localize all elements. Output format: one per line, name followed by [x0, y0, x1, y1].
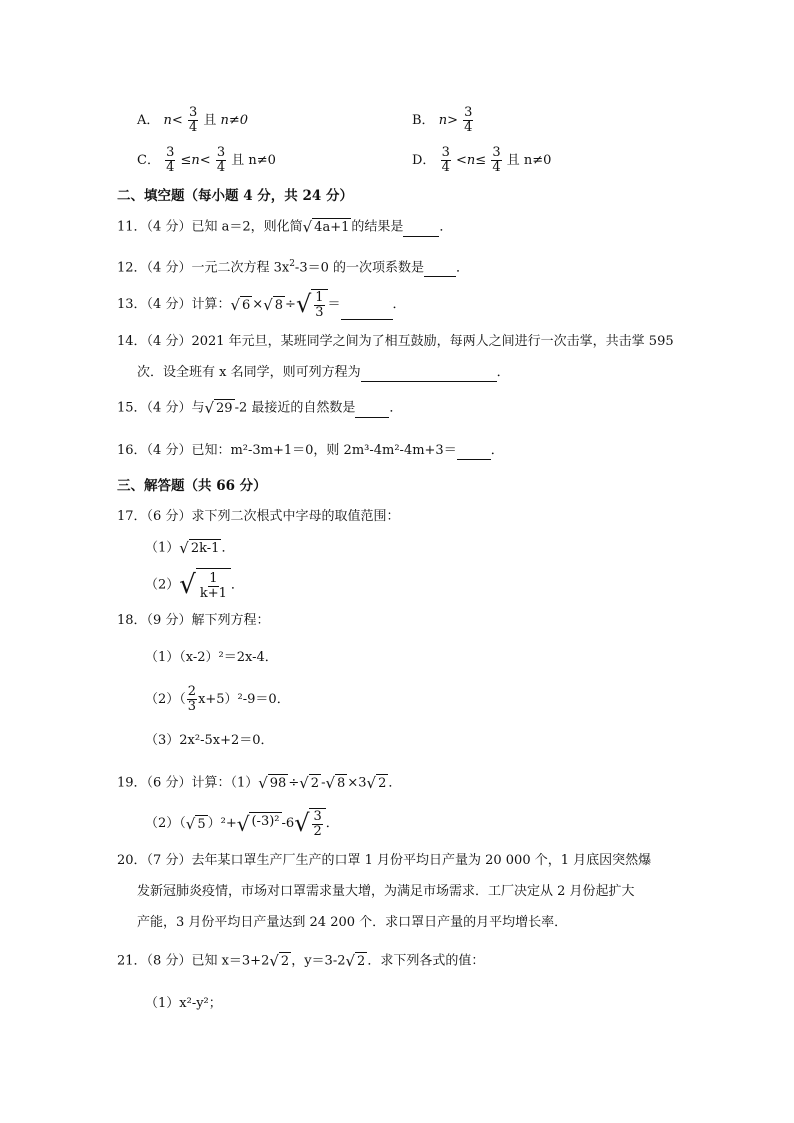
question-12: 12．（4 分）一元二次方程 $3x^2-3=0$ 的一次项系数是 ．: [117, 259, 470, 276]
question-19-part2: （2）（ √ 5 ）²+ √ (-3)² -6 √ $\frac{3}{2}$ ．: [145, 809, 339, 839]
fraction: $\frac{3}{4}$: [166, 145, 175, 175]
question-17-part2: （2） √ $\frac{1}{k+1}$ ．: [145, 570, 244, 601]
option-c: C． $\frac{3}{4}$ ≤n< $\frac{3}{4}$ 且 n≠0: [137, 145, 276, 175]
question-14-line1: 14．（4 分）2021 年元旦，某班同学之间为了相互鼓励，每两人之间进行一次击掌，共击掌 595: [117, 334, 674, 349]
question-20-line1: 20．（7 分）去年某口罩生产厂生产的口罩 1 月份平均日产量为 20 000 个，1 月底因突然爆: [117, 853, 652, 868]
question-19-part1: 19．（6 分）计算：（1） √ 98 ÷ √ 2 - √ 8 ×3 √ 2 ．: [117, 774, 402, 792]
section-title-fill-in: 二、填空题（每小题 4 分，共 24 分）: [117, 188, 353, 204]
option-b: B． n> $\frac{3}{4}$: [412, 105, 473, 135]
question-20-line3: 产能，3 月份平均日产量达到 24 200 个．求口罩日产量的月平均增长率．: [137, 915, 568, 930]
question-21-stem: 21．（8 分）已知 x＝3+2 √ 2 ，y＝3-2 √ 2 ．求下列各式的值：: [117, 952, 485, 970]
question-16: 16．（4 分）已知：m²-3m+1＝0，则 2m³-4m²-4m+3＝ ．: [117, 443, 504, 458]
fraction: $\frac{3}{4}$: [216, 145, 226, 175]
fraction: $\frac{3}{4}$: [188, 105, 198, 135]
option-a: A． n< $\frac{3}{4}$ 且 n≠0: [137, 105, 249, 135]
answer-blank[interactable]: [403, 222, 439, 237]
answer-blank[interactable]: [424, 262, 456, 277]
question-20-line2: 发新冠肺炎疫情，市场对口罩需求量大增，为满足市场需求．工厂决定从 2 月份起扩大: [137, 884, 635, 899]
question-18-part3: （3）2x²-5x+2＝0．: [145, 733, 274, 748]
fraction: $\frac{3}{4}$: [441, 145, 450, 175]
fraction: $\frac{3}{4}$: [464, 105, 473, 135]
question-11: 11．（4 分）已知 a＝2，则化简 √ 4a+1 的结果是 ．: [117, 218, 453, 236]
question-14-line2: 次．设全班有 x 名同学，则可列方程为 ．: [137, 365, 510, 380]
answer-blank[interactable]: [361, 367, 497, 382]
answer-blank[interactable]: [355, 403, 389, 418]
option-d: D． $\frac{3}{4}$ <n≤ $\frac{3}{4}$ 且 n≠0: [412, 145, 552, 175]
section-title-solutions: 三、解答题（共 66 分）: [117, 478, 267, 494]
question-17-part1: （1） √ 2k-1 ．: [145, 539, 235, 557]
question-21-part1: （1）x²-y²；: [145, 996, 222, 1011]
answer-blank[interactable]: [457, 445, 491, 460]
radical: √ 4a+1: [302, 218, 350, 236]
fraction: $\frac{3}{4}$: [492, 145, 501, 175]
question-18-part2: （2）（ $\frac{2}{3}$ x+5）²-9＝0．: [145, 684, 290, 714]
question-17-stem: 17．（6 分）求下列二次根式中字母的取值范围：: [117, 509, 400, 524]
question-18-stem: 18．（9 分）解下列方程：: [117, 613, 270, 628]
answer-blank[interactable]: [341, 305, 393, 320]
question-13: 13．（4 分）计算： √ 6 × √ 8 ÷ √ $\frac{1}{3}$ ＝ ．: [117, 290, 406, 320]
question-15: 15．（4 分）与 √ 29 -2 最接近的自然数是 ．: [117, 399, 403, 417]
question-18-part1: （1）（x-2）²＝2x-4．: [145, 650, 278, 665]
